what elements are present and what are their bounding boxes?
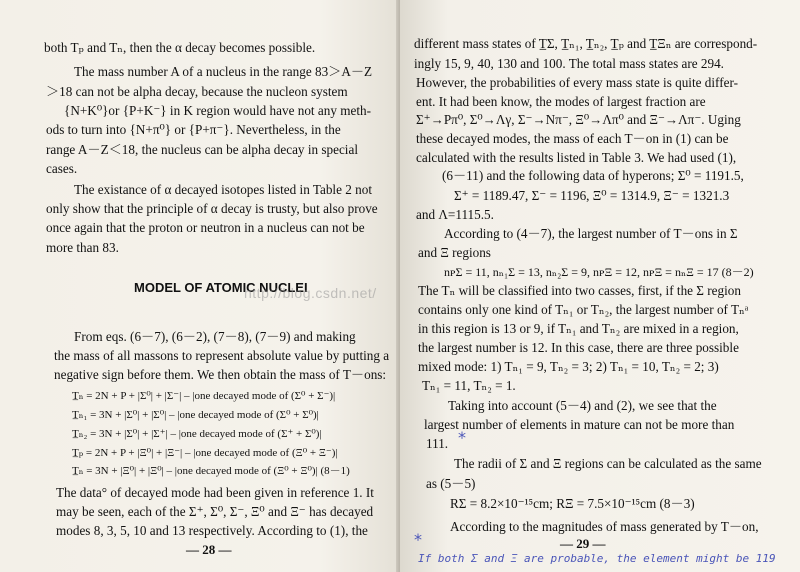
text-line: {N+K⁰}or {P+K⁻} in K region would have not any meth- <box>64 103 371 118</box>
equation-line: T̲ₙ = 3N + |Ξ⁰| + |Ξ⁰| – |one decayed mode of (Ξ⁰ + Ξ⁰)| (8－1) <box>72 465 350 477</box>
equation-line: nᴘΣ = 11, nₙ₁Σ = 13, nₙ₂Σ = 9, nᴘΞ = 12, nᴘΞ = nₙΞ = 17 (8－2) <box>444 265 754 279</box>
text-line: and Λ=1115.5. <box>416 207 494 222</box>
text-line: negative sign before them. We then obtain the mass of T－ons: <box>54 367 387 382</box>
text-line: Taking into account (5－4) and (2), we see that the <box>448 398 717 413</box>
text-line: According to (4－7), the largest number of T－ons in Σ <box>444 226 738 241</box>
right-page <box>400 0 800 572</box>
text-line: (6－11) and the following data of hyperons; Σ⁰ = 1191.5, <box>442 168 744 183</box>
text-line: From eqs. (6－7), (6－2), (7－8), (7－9) and making <box>74 329 356 344</box>
text-line: only show that the principle of α decay is trusty, but also prove <box>46 201 378 216</box>
text-line: contains only one kind of Tₙ₁ or Tₙ₂, the largest number of Tₙᵃ <box>418 302 749 317</box>
text-line: range A－Z＜18, the nucleus can be alpha decay in special <box>46 142 358 157</box>
text-line: Σ⁺→Pπ⁰, Σ⁰→Λγ, Σ⁻→Nπ⁻, Ξ⁰→Λπ⁰ and Ξ⁻→Λπ⁻. Uging <box>416 112 741 127</box>
text-line: both Tₚ and Tₙ, then the α decay becomes possible. <box>44 40 316 55</box>
text-line: Σ⁺ = 1189.47, Σ⁻ = 1196, Ξ⁰ = 1314.9, Ξ⁻ = 1321.3 <box>454 188 730 203</box>
text-line: The radii of Σ and Ξ regions can be calculated as the same <box>454 456 762 471</box>
page-number: — 29 — <box>560 536 606 551</box>
text-line: cases. <box>46 161 78 176</box>
text-line: the mass of all massons to represent absolute value by putting a <box>54 348 390 363</box>
asterisk-mark: * <box>414 530 422 549</box>
watermark: http://blog.csdn.net/ <box>244 285 377 301</box>
text-line: ＞18 can not be alpha decay, because the nucleon system <box>46 84 348 99</box>
text-line: largest number of elements in mature can not be more than <box>424 417 735 432</box>
text-line: 111. <box>426 436 449 451</box>
text-line: However, the probabilities of every mass state is quite differ- <box>416 75 738 90</box>
text-line: and Ξ regions <box>418 245 491 260</box>
text-line: once again that the proton or neutron in a nucleus can not be <box>46 220 365 235</box>
text-line: as (5－5) <box>426 476 476 491</box>
text-line: ent. It had been know, the modes of largest fraction are <box>416 94 706 109</box>
text-line: the largest number is 12. In this case, there are three possible <box>418 340 739 355</box>
equation-line: T̲ₙ₁ = 3N + |Σ⁰| + |Σ⁰| – |one decayed mode of (Σ⁰ + Σ⁰)| <box>72 409 319 421</box>
text-line: in this region is 13 or 9, if Tₙ₁ and Tₙ₂ are mixed in a region, <box>418 321 739 336</box>
text-line: ods to turn into {N+π⁰} or {P+π⁻}. Nevertheless, in the <box>46 122 341 137</box>
text-line: may be seen, each of the Σ⁺, Σ⁰, Σ⁻, Ξ⁰ and Ξ⁻ has decayed <box>56 504 374 519</box>
equation-line: T̲ₚ = 2N + P + |Ξ⁰| + |Ξ⁻| – |one decayed mode of (Ξ⁰ + Ξ⁻)| <box>72 447 338 459</box>
text-line: Tₙ₁ = 11, Tₙ₂ = 1. <box>422 378 516 393</box>
section-heading: MODEL OF ATOMIC NUCLEI <box>134 280 308 295</box>
page-number: — 28 — <box>186 542 232 557</box>
text-line: these decayed modes, the mass of each T－on in (1) can be <box>416 131 729 146</box>
handwritten-note: If both Σ and Ξ are probable, the element might be 119 <box>418 552 776 565</box>
text-line: According to the magnitudes of mass generated by T－on, <box>450 519 759 534</box>
equation-line: T̲ₙ = 2N + P + |Σ⁰| + |Σ⁻| – |one decayed mode of (Σ⁰ + Σ⁻)| <box>72 390 336 402</box>
text-line: RΣ = 8.2×10⁻¹⁵cm; RΞ = 7.5×10⁻¹⁵cm (8－3) <box>450 496 695 511</box>
text-line: modes 8, 3, 5, 10 and 13 respectively. According to (1), the <box>56 523 368 538</box>
asterisk-mark: * <box>458 428 466 447</box>
text-line: different mass states of T̲Σ, T̲ₙ₁, T̲ₙ₂, T̲ₚ and T̲Ξₙ are correspond- <box>414 36 758 51</box>
text-line: more than 83. <box>46 240 119 255</box>
text-line: The existance of α decayed isotopes listed in Table 2 not <box>74 182 372 197</box>
text-line: mixed mode: 1) Tₙ₁ = 9, Tₙ₂ = 3; 2) Tₙ₁ = 10, Tₙ₂ = 2; 3) <box>418 359 719 374</box>
text-line: calculated with the results listed in Table 3. We had used (1), <box>416 150 737 165</box>
text-line: The mass number A of a nucleus in the range 83＞A－Z <box>74 64 373 79</box>
equation-line: T̲ₙ₂ = 3N + |Σ⁰| + |Σ⁺| – |one decayed mode of (Σ⁺ + Σ⁰)| <box>72 428 322 440</box>
text-line: ingly 15, 9, 40, 130 and 100. The total mass states are 294. <box>414 56 724 71</box>
text-line: The data° of decayed mode had been given in reference 1. It <box>56 485 374 500</box>
text-line: The Tₙ will be classified into two casses, first, if the Σ region <box>418 283 741 298</box>
